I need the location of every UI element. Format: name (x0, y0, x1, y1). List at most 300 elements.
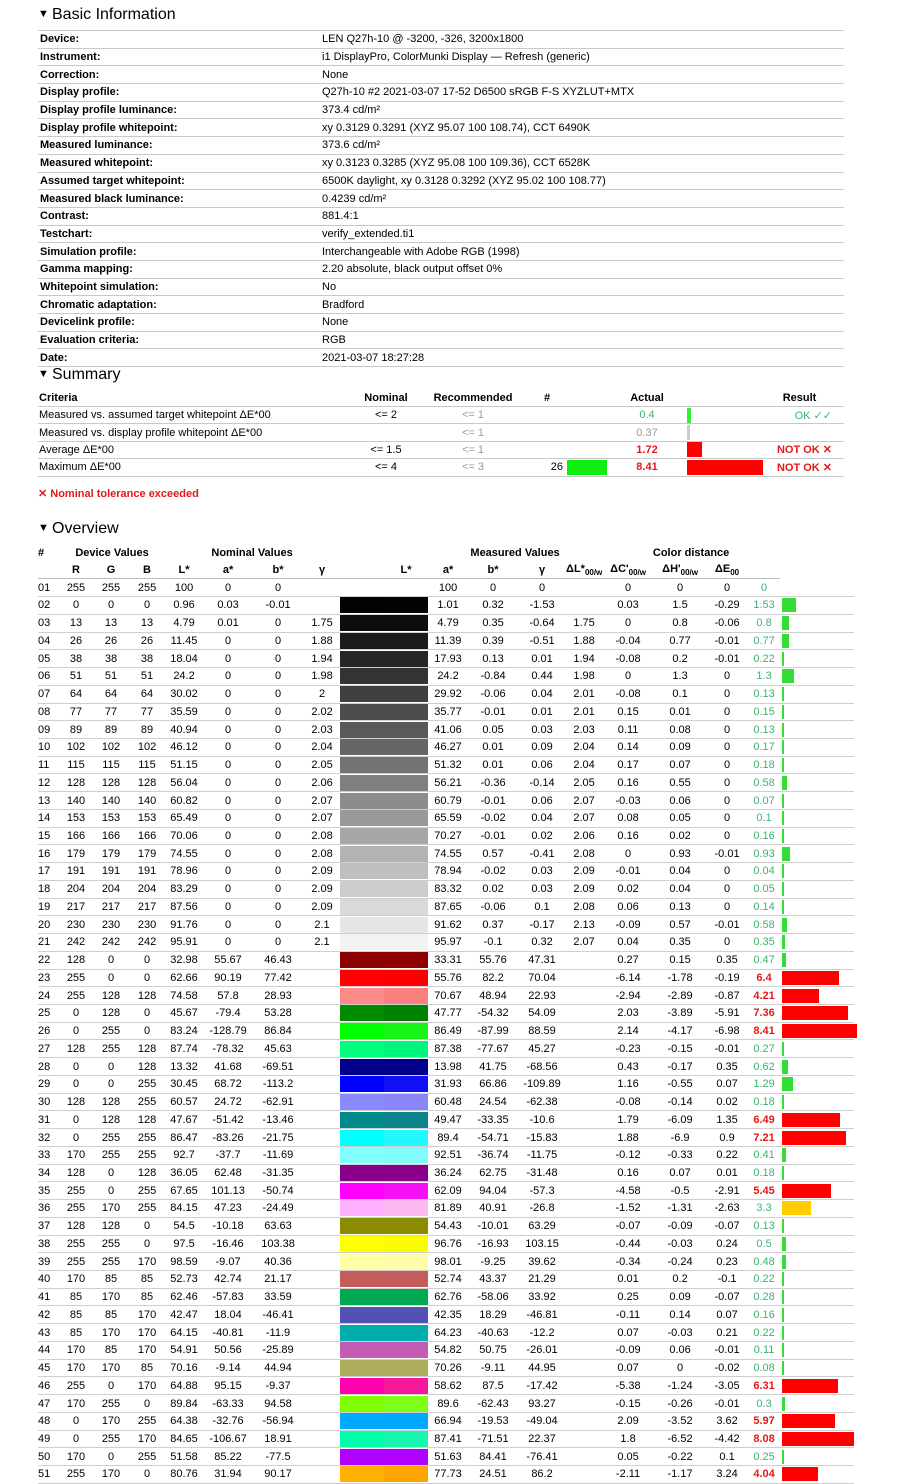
cell-dL: 0.17 (602, 756, 654, 774)
dE-subheader (706, 562, 748, 579)
cell-dC: 0.13 (654, 898, 706, 916)
cell-b: 0 (130, 597, 164, 615)
cell-bb: 90.17 (252, 1466, 304, 1484)
cell-mL: 78.94 (428, 863, 468, 881)
delta-e-bar (782, 1290, 784, 1304)
cell-b: 0 (130, 1466, 164, 1484)
measured-swatch-fill (384, 580, 428, 596)
info-row (38, 331, 844, 349)
cell-L: 60.82 (164, 792, 204, 810)
nominal-swatch (340, 1430, 384, 1448)
nominal-swatch-fill (340, 1059, 384, 1075)
cell-b: 51 (130, 668, 164, 686)
measured-swatch-fill (384, 615, 428, 631)
cell-dH: -0.87 (706, 987, 748, 1005)
cell-a: 18.04 (204, 1306, 252, 1324)
cell-a: 50.56 (204, 1341, 252, 1359)
cell-dE: 1.29 (748, 1075, 780, 1093)
cell-bb: 0 (252, 845, 304, 863)
cell-gam (304, 1058, 340, 1076)
cell-mL: 74.55 (428, 845, 468, 863)
nominal-swatch (340, 703, 384, 721)
cell-dH: 0.23 (706, 1253, 748, 1271)
cell-ma: 24.51 (468, 1466, 518, 1484)
nominal-swatch (340, 1359, 384, 1377)
delta-e-bar (782, 1042, 784, 1056)
measured-swatch-fill (384, 881, 428, 897)
delta-e-bar-cell (780, 1058, 854, 1076)
cell-gam: 2.1 (304, 916, 340, 934)
info-value: 373.4 cd/m² (320, 101, 844, 119)
cell-b: 170 (130, 1341, 164, 1359)
overview-row (38, 579, 854, 597)
cell-n: 43 (38, 1324, 60, 1342)
measured-swatch (384, 1235, 428, 1253)
cell-n: 25 (38, 1005, 60, 1023)
cell-g: 128 (92, 1093, 130, 1111)
delta-e-bar (782, 864, 784, 878)
delta-e-bar (782, 971, 839, 985)
measured-swatch (384, 685, 428, 703)
cell-mg (566, 1146, 602, 1164)
cell-gam: 2.1 (304, 934, 340, 952)
cell-mg (566, 1448, 602, 1466)
overview-table (38, 545, 854, 1484)
dL-subheader-suffix: 00/w (584, 568, 603, 578)
cell-g: 0 (92, 1377, 130, 1395)
cell-dC: -0.09 (654, 1217, 706, 1235)
cell-g: 191 (92, 863, 130, 881)
info-value: Bradford (320, 296, 844, 314)
measured-swatch-fill (384, 1200, 428, 1216)
cell-g: 0 (92, 1182, 130, 1200)
cell-b: 170 (130, 1377, 164, 1395)
delta-e-bar-cell (780, 1093, 854, 1111)
cell-a: 85.22 (204, 1448, 252, 1466)
nom-a-subheader (204, 562, 252, 579)
cell-bb: -11.69 (252, 1146, 304, 1164)
info-key: Instrument: (38, 48, 320, 66)
info-row (38, 349, 844, 367)
delta-e-bar (782, 652, 784, 666)
cell-g: 128 (92, 1111, 130, 1129)
cell-r: 0 (60, 1430, 92, 1448)
cell-gam: 2.03 (304, 721, 340, 739)
cell-a: -51.42 (204, 1111, 252, 1129)
info-value: No (320, 278, 844, 296)
cell-g: 0 (92, 1448, 130, 1466)
nominal-swatch-fill (340, 1342, 384, 1358)
nominal-swatch (340, 898, 384, 916)
cell-dL: -0.07 (602, 1217, 654, 1235)
cell-mg: 1.94 (566, 650, 602, 668)
cell-dE: 0.77 (748, 632, 780, 650)
cell-b: 0 (130, 1005, 164, 1023)
cell-mL: 60.79 (428, 792, 468, 810)
cell-mL: 42.35 (428, 1306, 468, 1324)
cell-b: 89 (130, 721, 164, 739)
nominal-swatch (340, 597, 384, 615)
cell-mL: 70.26 (428, 1359, 468, 1377)
cell-n: 48 (38, 1412, 60, 1430)
measured-swatch (384, 668, 428, 686)
measured-swatch (384, 1164, 428, 1182)
measured-swatch-fill (384, 1360, 428, 1376)
info-value: Interchangeable with Adobe RGB (1998) (320, 243, 844, 261)
delta-e-bar (782, 758, 784, 772)
measured-swatch (384, 1412, 428, 1430)
cell-bb: -62.91 (252, 1093, 304, 1111)
nominal-swatch-fill (340, 775, 384, 791)
cell-n: 14 (38, 809, 60, 827)
info-key: Display profile whitepoint: (38, 119, 320, 137)
cell-dH: 0.07 (706, 1306, 748, 1324)
cell-ma: -40.63 (468, 1324, 518, 1342)
cell-b: 255 (130, 1093, 164, 1111)
cell-ma: -77.67 (468, 1040, 518, 1058)
overview-row (38, 1288, 854, 1306)
cell-gam (304, 1235, 340, 1253)
delta-e-bar (782, 616, 789, 630)
cell-gam (304, 987, 340, 1005)
cell-r: 255 (60, 1253, 92, 1271)
cell-dC: -0.26 (654, 1395, 706, 1413)
cell-dL: -0.44 (602, 1235, 654, 1253)
cell-n: 04 (38, 632, 60, 650)
cell-n: 11 (38, 756, 60, 774)
cell-dH: 0 (706, 685, 748, 703)
cell-mb: -17.42 (518, 1377, 566, 1395)
nominal-swatch-fill (340, 1360, 384, 1376)
cell-mb: 22.93 (518, 987, 566, 1005)
delta-e-bar-cell (780, 1448, 854, 1466)
overview-row (38, 1075, 854, 1093)
cell-bb: 0 (252, 792, 304, 810)
nominal-swatch (340, 1022, 384, 1040)
cell-a: 42.74 (204, 1271, 252, 1289)
nominal-swatch (340, 685, 384, 703)
cell-L: 52.73 (164, 1271, 204, 1289)
delta-e-bar-cell (780, 650, 854, 668)
cell-mb: -68.56 (518, 1058, 566, 1076)
summary-criteria: Measured vs. display profile whitepoint ΔE*00 (38, 424, 353, 441)
cell-dE: 0.11 (748, 1341, 780, 1359)
cell-dH: 0.1 (706, 1448, 748, 1466)
overview-heading[interactable] (38, 518, 119, 539)
cell-dC: -1.24 (654, 1377, 706, 1395)
cell-mL: 58.62 (428, 1377, 468, 1395)
info-value: Q27h-10 #2 2021-03-07 17-52 D6500 sRGB F-S XYZLUT+MTX (320, 84, 844, 102)
nominal-swatch-fill (340, 633, 384, 649)
nominal-swatch (340, 1448, 384, 1466)
cell-r: 255 (60, 1200, 92, 1218)
measured-swatch (384, 1005, 428, 1023)
measured-swatch (384, 1111, 428, 1129)
cell-a: -37.7 (204, 1146, 252, 1164)
cell-g: 0 (92, 969, 130, 987)
measured-swatch-fill (384, 988, 428, 1004)
overview-row (38, 685, 854, 703)
measured-swatch (384, 614, 428, 632)
delta-e-bar (782, 1219, 784, 1233)
cell-bb: -21.75 (252, 1129, 304, 1147)
delta-e-bar-cell (780, 579, 854, 597)
cell-mL: 41.06 (428, 721, 468, 739)
cell-g: 255 (92, 1395, 130, 1413)
delta-e-bar-cell (780, 721, 854, 739)
cell-bb: 0 (252, 827, 304, 845)
cell-b: 0 (130, 969, 164, 987)
cell-dL: -2.94 (602, 987, 654, 1005)
cell-r: 51 (60, 668, 92, 686)
meas-gamma-subheader (518, 562, 566, 579)
cell-dL: 0 (602, 579, 654, 597)
cell-n: 01 (38, 579, 60, 597)
cell-mg (566, 969, 602, 987)
cell-dH: -0.06 (706, 614, 748, 632)
cell-mg (566, 579, 602, 597)
measured-swatch-fill (384, 917, 428, 933)
cell-mg (566, 1200, 602, 1218)
cell-dE: 0.13 (748, 685, 780, 703)
cell-L: 51.58 (164, 1448, 204, 1466)
cell-mg (566, 1324, 602, 1342)
delta-e-bar (782, 669, 794, 683)
cell-dC: -6.09 (654, 1111, 706, 1129)
delta-e-bar-cell (780, 827, 854, 845)
cell-n: 37 (38, 1217, 60, 1235)
cell-gam (304, 1341, 340, 1359)
delta-e-bar-cell (780, 1288, 854, 1306)
cell-mL: 81.89 (428, 1200, 468, 1218)
delta-e-bar (782, 1006, 848, 1020)
cell-b: 242 (130, 934, 164, 952)
nominal-swatch (340, 1235, 384, 1253)
dC-subheader-suffix: 00/w (628, 568, 646, 578)
overview-row (38, 898, 854, 916)
cell-r: 26 (60, 632, 92, 650)
info-key: Measured black luminance: (38, 190, 320, 208)
cell-mg (566, 1253, 602, 1271)
nominal-swatch (340, 792, 384, 810)
nominal-swatch-subheader (340, 562, 384, 579)
cell-dE: 3.3 (748, 1200, 780, 1218)
cell-b: 170 (130, 1253, 164, 1271)
cell-mg (566, 597, 602, 615)
cell-dL: 0.27 (602, 951, 654, 969)
cell-ma: -87.99 (468, 1022, 518, 1040)
delta-e-bar-cell (780, 614, 854, 632)
cell-r: 255 (60, 1377, 92, 1395)
cell-dC: 0.35 (654, 934, 706, 952)
cell-bb: 0 (252, 756, 304, 774)
bar-subheader (748, 562, 780, 579)
nominal-swatch (340, 1040, 384, 1058)
cell-dL: -6.14 (602, 969, 654, 987)
cell-bb: 63.63 (252, 1217, 304, 1235)
cell-ma: 94.04 (468, 1182, 518, 1200)
info-value: xy 0.3129 0.3291 (XYZ 95.07 100 108.74), CCT 6490K (320, 119, 844, 137)
nominal-swatch-fill (340, 1183, 384, 1199)
cell-n: 38 (38, 1235, 60, 1253)
cell-dC: -0.24 (654, 1253, 706, 1271)
cell-mL: 54.82 (428, 1341, 468, 1359)
cell-L: 65.49 (164, 809, 204, 827)
cell-bb: 0 (252, 650, 304, 668)
nominal-swatch-fill (340, 1307, 384, 1323)
cell-mL: 83.32 (428, 880, 468, 898)
r-subheader-text: R (72, 564, 80, 577)
cell-a: 0 (204, 668, 252, 686)
cell-r: 85 (60, 1306, 92, 1324)
cell-dL: 0.14 (602, 738, 654, 756)
cell-L: 100 (164, 579, 204, 597)
cell-g: 128 (92, 987, 130, 1005)
overview-row (38, 1341, 854, 1359)
cell-ma: 48.94 (468, 987, 518, 1005)
measured-swatch-fill (384, 1183, 428, 1199)
nominal-header: Nominal (353, 390, 419, 407)
info-key: Correction: (38, 66, 320, 84)
nominal-swatch (340, 969, 384, 987)
cell-dL: 2.03 (602, 1005, 654, 1023)
overview-row (38, 1217, 854, 1235)
summary-actual-bar-cell (687, 459, 767, 476)
delta-e-bar (782, 740, 784, 754)
summary-nominal (353, 424, 419, 441)
nominal-swatch-fill (340, 899, 384, 915)
cell-mL: 24.2 (428, 668, 468, 686)
cell-mL: 35.77 (428, 703, 468, 721)
cell-dH: -6.98 (706, 1022, 748, 1040)
cell-mg: 2.04 (566, 738, 602, 756)
cell-n: 18 (38, 880, 60, 898)
g-subheader (92, 562, 130, 579)
cell-dC: 0.2 (654, 650, 706, 668)
cell-mg (566, 951, 602, 969)
nom-L-subheader (164, 562, 204, 579)
cell-dC: 0.04 (654, 880, 706, 898)
cell-gam (304, 579, 340, 597)
summary-row (38, 424, 844, 441)
cell-dH: 0.35 (706, 1058, 748, 1076)
delta-e-bar (782, 1397, 785, 1411)
delta-e-bar (782, 1272, 784, 1286)
overview-row (38, 774, 854, 792)
cell-ma: -33.35 (468, 1111, 518, 1129)
summary-actual-bar (687, 408, 691, 423)
cell-dE: 0.25 (748, 1448, 780, 1466)
cell-b: 13 (130, 614, 164, 632)
delta-e-bar-cell (780, 1022, 854, 1040)
info-value: None (320, 314, 844, 332)
info-key: Device: (38, 31, 320, 49)
cell-n: 34 (38, 1164, 60, 1182)
collapse-arrow-icon[interactable]: ▼ (38, 8, 49, 20)
cell-dH: 3.24 (706, 1466, 748, 1484)
collapse-arrow-icon[interactable]: ▼ (38, 522, 49, 534)
nominal-swatch-fill (340, 1005, 384, 1021)
delta-e-bar-cell (780, 1111, 854, 1129)
cell-dL: 0.43 (602, 1058, 654, 1076)
cell-b: 128 (130, 774, 164, 792)
cell-a: 62.48 (204, 1164, 252, 1182)
cell-dL: 0.16 (602, 1164, 654, 1182)
cell-r: 128 (60, 1040, 92, 1058)
measured-swatch-fill (384, 668, 428, 684)
measured-swatch-fill (384, 793, 428, 809)
cell-mb: 0.32 (518, 934, 566, 952)
cell-ma: -62.43 (468, 1395, 518, 1413)
measured-swatch-fill (384, 775, 428, 791)
meas-a-subheader-text: a* (442, 564, 454, 577)
nominal-swatch (340, 845, 384, 863)
nominal-swatch-fill (340, 1325, 384, 1341)
info-key: Chromatic adaptation: (38, 296, 320, 314)
cell-g: 85 (92, 1306, 130, 1324)
cell-a: -78.32 (204, 1040, 252, 1058)
cell-ma: 0.02 (468, 880, 518, 898)
cell-dH: -0.01 (706, 1341, 748, 1359)
cell-L: 70.16 (164, 1359, 204, 1377)
cell-mL: 65.59 (428, 809, 468, 827)
cell-dE: 6.4 (748, 969, 780, 987)
cell-g: 230 (92, 916, 130, 934)
cell-mL: 29.92 (428, 685, 468, 703)
cell-n: 29 (38, 1075, 60, 1093)
nominal-swatch-fill (340, 1289, 384, 1305)
cell-gam: 2.09 (304, 898, 340, 916)
criteria-header: Criteria (38, 390, 353, 407)
cell-g: 170 (92, 1359, 130, 1377)
cell-L: 60.57 (164, 1093, 204, 1111)
cell-dC: -6.9 (654, 1129, 706, 1147)
delta-e-bar-cell (780, 703, 854, 721)
cell-dL: 1.88 (602, 1129, 654, 1147)
cell-n: 06 (38, 668, 60, 686)
cell-mb: 0.03 (518, 721, 566, 739)
cell-mb: 45.27 (518, 1040, 566, 1058)
cell-b: 64 (130, 685, 164, 703)
summary-count-bar-cell (567, 459, 607, 476)
basic-info-heading[interactable] (38, 4, 176, 25)
cell-r: 255 (60, 579, 92, 597)
delta-e-bar-cell (780, 1075, 854, 1093)
collapse-arrow-icon[interactable]: ▼ (38, 368, 49, 380)
cell-gam: 2.09 (304, 880, 340, 898)
cell-dE: 0.41 (748, 1146, 780, 1164)
cell-mL: 62.09 (428, 1182, 468, 1200)
cell-mL: 87.38 (428, 1040, 468, 1058)
cell-mg: 2.08 (566, 898, 602, 916)
cell-mg (566, 1182, 602, 1200)
info-row (38, 225, 844, 243)
cell-n: 31 (38, 1111, 60, 1129)
cell-dL: -0.09 (602, 916, 654, 934)
nom-gamma-subheader (304, 562, 340, 579)
overview-row (38, 916, 854, 934)
delta-e-bar (782, 882, 784, 896)
summary-heading[interactable] (38, 364, 120, 385)
cell-dC: 0.06 (654, 1341, 706, 1359)
cell-dE: 0.8 (748, 614, 780, 632)
cell-dE: 0.58 (748, 774, 780, 792)
measured-swatch (384, 579, 428, 597)
cell-mg: 2.01 (566, 685, 602, 703)
cell-bb: 0 (252, 579, 304, 597)
cell-dL: -0.08 (602, 650, 654, 668)
delta-e-bar (782, 1095, 784, 1109)
